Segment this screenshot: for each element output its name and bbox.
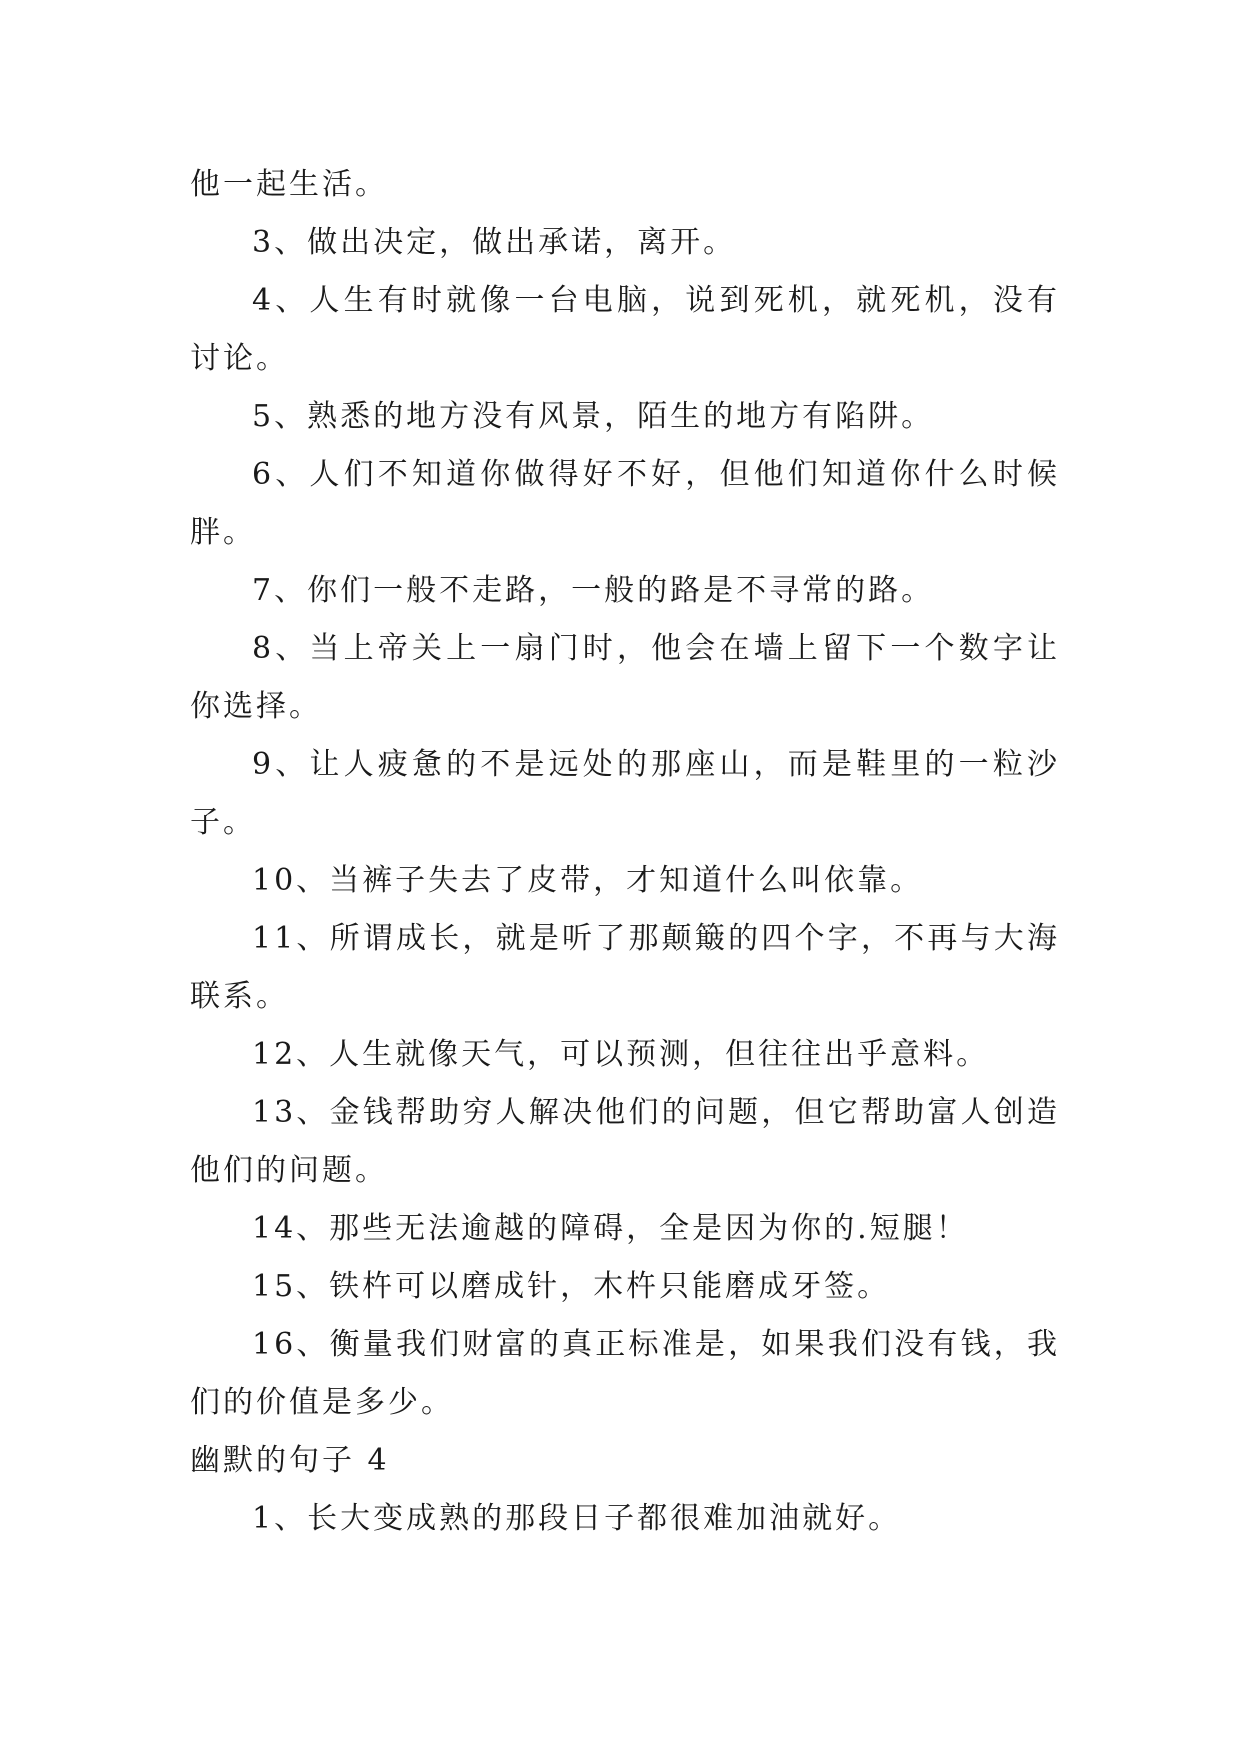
text-line: 他们的问题。 (190, 1153, 388, 1188)
text-line: 胖。 (190, 515, 256, 550)
text-line: 14、那些无法逾越的障碍，全是因为你的.短腿！ (252, 1211, 969, 1246)
section-heading: 幽默的句子 4 (190, 1443, 390, 1478)
text-line: 9、让人疲惫的不是远处的那座山，而是鞋里的一粒沙 (252, 747, 1060, 782)
text-line: 3、做出决定，做出承诺，离开。 (252, 225, 737, 260)
document-body (190, 156, 1060, 1548)
text-line: 15、铁杵可以磨成针，木杵只能磨成牙签。 (252, 1269, 891, 1304)
text-line: 8、当上帝关上一扇门时，他会在墙上留下一个数字让 (252, 631, 1060, 666)
text-line: 12、人生就像天气，可以预测，但往往出乎意料。 (252, 1037, 990, 1072)
text-line: 们的价值是多少。 (190, 1385, 454, 1420)
text-line: 6、人们不知道你做得好不好，但他们知道你什么时候 (252, 457, 1060, 492)
text-line: 1、长大变成熟的那段日子都很难加油就好。 (252, 1501, 902, 1536)
text-line: 5、熟悉的地方没有风景，陌生的地方有陷阱。 (252, 399, 935, 434)
text-line: 16、衡量我们财富的真正标准是，如果我们没有钱，我 (252, 1327, 1060, 1362)
text-line: 4、人生有时就像一台电脑，说到死机，就死机，没有 (252, 283, 1060, 318)
text-line: 子。 (190, 805, 256, 840)
text-line: 11、所谓成长，就是听了那颠簸的四个字，不再与大海 (252, 921, 1060, 956)
text-line: 10、当裤子失去了皮带，才知道什么叫依靠。 (252, 863, 924, 898)
text-line: 讨论。 (190, 341, 289, 376)
text-line: 你选择。 (190, 689, 322, 724)
text-line: 他一起生活。 (190, 167, 388, 202)
text-line: 7、你们一般不走路，一般的路是不寻常的路。 (252, 573, 935, 608)
text-line: 联系。 (190, 979, 289, 1014)
text-line: 13、金钱帮助穷人解决他们的问题，但它帮助富人创造 (252, 1095, 1060, 1130)
